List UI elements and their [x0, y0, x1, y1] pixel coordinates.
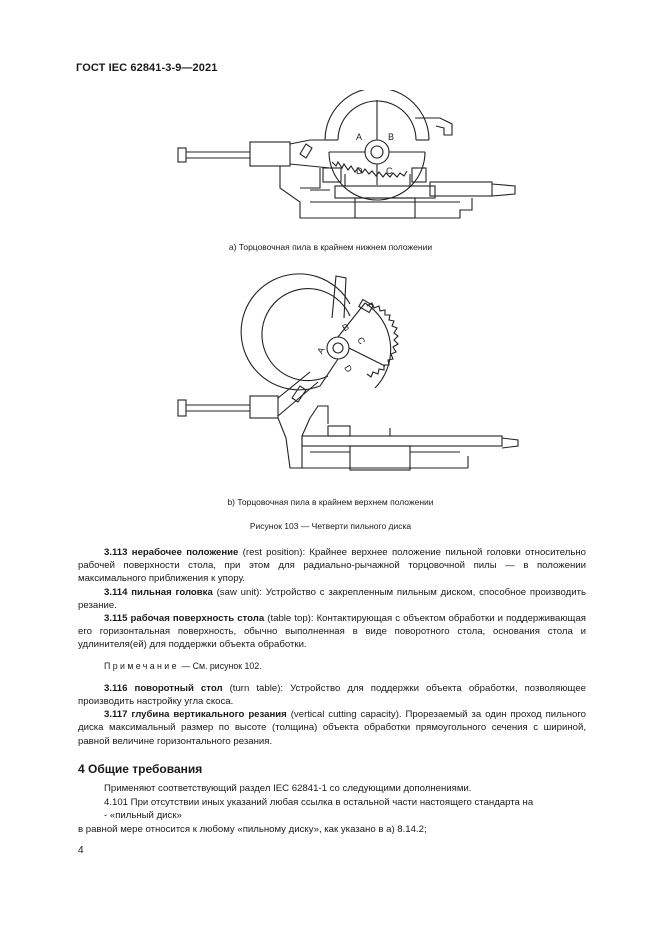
definition-term: 3.116 поворотный стол	[104, 682, 223, 694]
figure-b-quarter-labels	[315, 322, 367, 375]
section-list-item: - «пильный диск»	[104, 810, 182, 821]
note-text: — См. рисунок 102.	[178, 660, 262, 671]
definitions-block	[78, 546, 586, 748]
quarter-label-a: A	[315, 345, 327, 356]
figure-a-drawing	[160, 90, 530, 235]
figure-b-drawing	[160, 268, 530, 483]
figure-a-caption: а) Торцовочная пила в крайнем нижнем положении	[228, 242, 433, 252]
figure-b-caption: b) Торцовочная пила в крайнем верхнем положении	[227, 497, 434, 507]
definition-3-113	[78, 546, 586, 586]
section-paragraph: 4.101 При отсутствии иных указаний любая ссылка в остальной части настоящего стандарта на	[104, 796, 534, 808]
definition-term: 3.114 пильная головка	[104, 586, 213, 598]
figure-title: Рисунок 103 — Четверти пильного диска	[249, 521, 412, 531]
document-header: ГОСТ IEC 62841-3-9—2021	[76, 62, 218, 74]
quarter-label-c: C	[355, 335, 368, 347]
quarter-label-b: B	[388, 132, 395, 142]
section-heading: 4 Общие требования	[78, 762, 203, 776]
definition-3-114	[78, 586, 586, 612]
definition-3-116	[78, 682, 586, 708]
quarter-label-d: D	[356, 166, 363, 176]
definition-3-117	[78, 708, 586, 748]
definition-text: (saw unit): Устройство с закрепленным пильным диском, способное производить резание.	[78, 586, 587, 611]
definition-text: (vertical cutting capacity). Прорезаемый за один проход пильного диска максимальный размер по высоте (толщина) объекта обработки прямоугольного сечения с шириной, равной величине горизонтального резания.	[78, 709, 586, 747]
definition-text: (rest position): Крайнее верхнее положение пильной головки относительно рабочей поверхности стола, при этом для радиально-рычажной торцовочной пилы — в положении максимального приближения к упору.	[78, 547, 586, 585]
page-number: 4	[78, 845, 84, 856]
note	[78, 660, 586, 673]
quarter-label-c: C	[386, 166, 393, 176]
quarter-label-a: A	[356, 132, 363, 142]
definition-text: (turn table): Устройство для поддержки объекта обработки, позволяющее производить настройку угла скоса.	[78, 682, 586, 708]
quarter-label-b: B	[340, 321, 351, 334]
section-paragraph: в равной мере относится к любому «пильному диску», как указано в а) 8.14.2;	[78, 823, 427, 835]
definition-term: 3.115 рабочая поверхность стола	[104, 613, 265, 625]
quarter-label-d: D	[342, 363, 355, 375]
note-label: Примечание	[104, 660, 179, 671]
definition-term: 3.117 глубина вертикального резания	[104, 709, 287, 721]
section-paragraph: Применяют соответствующий раздел IEC 62841-1 со следующими дополнениями.	[104, 783, 472, 794]
definition-text: (table top): Контактирующая с объектом обработки и поддерживающая его горизонтальная поверхность, обычно выполненная в виде поворотного стола, основания стола и удлинителя(ей) для поддержки объекта обработки.	[78, 613, 586, 651]
definition-3-115	[78, 612, 586, 652]
section-body	[78, 782, 586, 836]
definition-term: 3.113 нерабочее положение	[104, 547, 239, 558]
